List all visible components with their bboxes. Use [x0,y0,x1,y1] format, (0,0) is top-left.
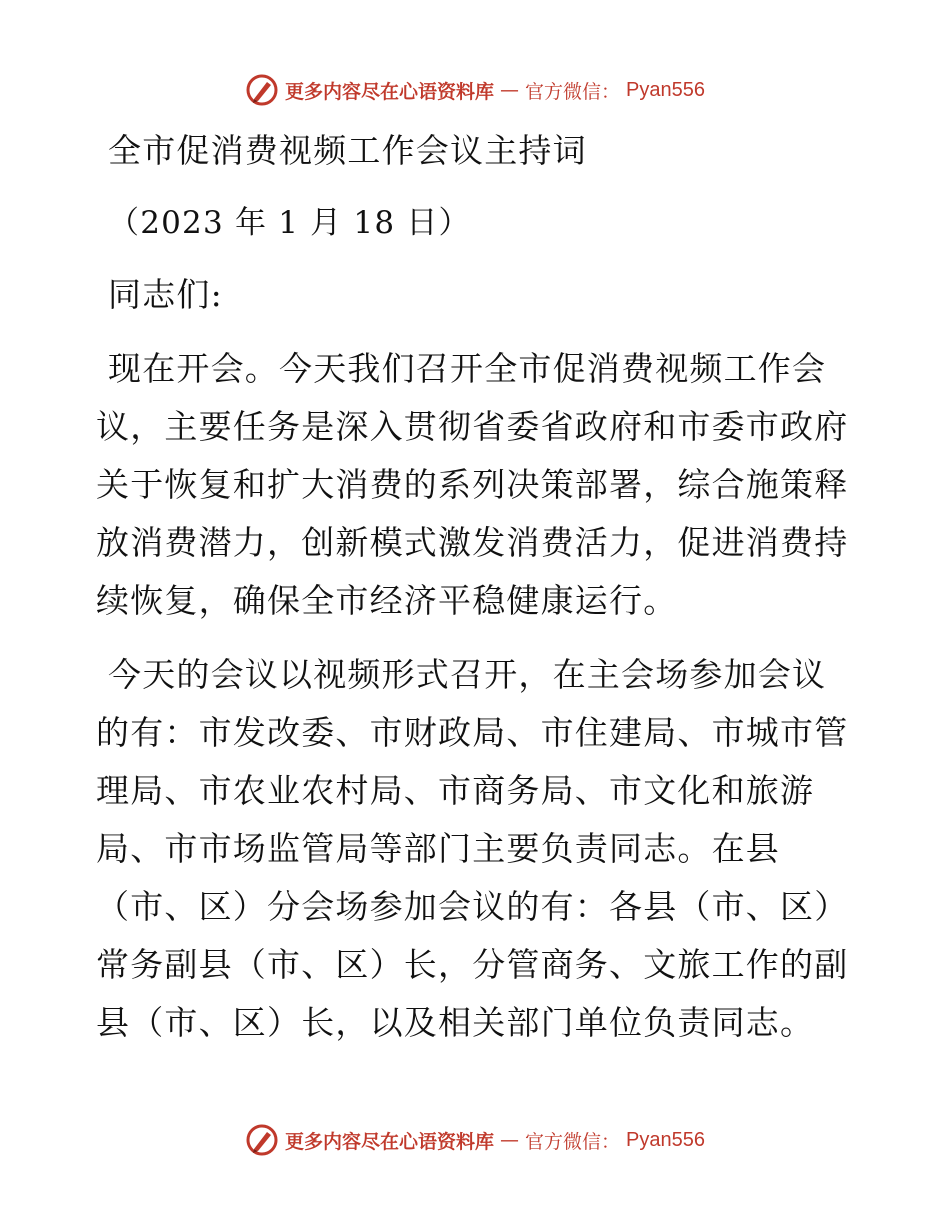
document-body [96,118,856,1052]
paragraph-line: 续恢复，确保全市经济平稳健康运行。 [96,581,678,620]
document-title: 全市促消费视频工作会议主持词 [108,131,587,170]
paragraph-line: 议，主要任务是深入贯彻省委省政府和市委市政府 [96,407,849,446]
footer-brand-text: 更多内容尽在心语资料库 [285,1130,495,1153]
pen-logo-icon [245,73,279,107]
paragraph-line: （市、区）分会场参加会议的有：各县（市、区） [96,887,849,926]
header-official-label: 官方微信： [525,80,621,103]
footer-banner [0,1120,950,1160]
header-separator: — [500,79,520,101]
paragraph-attendees [96,646,856,1052]
paragraph-line: 放消费潜力，创新模式激发消费活力，促进消费持 [96,523,849,562]
footer-separator: — [500,1129,520,1151]
header-wechat-id: Pyan556 [626,78,705,101]
paragraph-line: 局、市市场监管局等部门主要负责同志。在县 [96,829,780,868]
pen-logo-icon [245,1123,279,1157]
paragraph-line: 县（市、区）长，以及相关部门单位负责同志。 [96,1003,815,1042]
header-banner [0,70,950,110]
document-date: （2023 年 1 月 18 日） [108,205,471,241]
paragraph-line: 今天的会议以视频形式召开，在主会场参加会议 [108,655,827,694]
salutation: 同志们: [108,275,223,314]
paragraph-line: 的有：市发改委、市财政局、市住建局、市城市管 [96,713,849,752]
paragraph-line: 理局、市农业农村局、市商务局、市文化和旅游 [96,771,815,810]
footer-official-label: 官方微信： [525,1130,621,1153]
header-brand-text: 更多内容尽在心语资料库 [285,80,495,103]
footer-wechat-id: Pyan556 [626,1128,705,1151]
paragraph-opening [96,340,856,630]
paragraph-line: 常务副县（市、区）长，分管商务、文旅工作的副 [96,945,849,984]
paragraph-line: 关于恢复和扩大消费的系列决策部署，综合施策释 [96,465,849,504]
paragraph-line: 现在开会。今天我们召开全市促消费视频工作会 [108,349,827,388]
